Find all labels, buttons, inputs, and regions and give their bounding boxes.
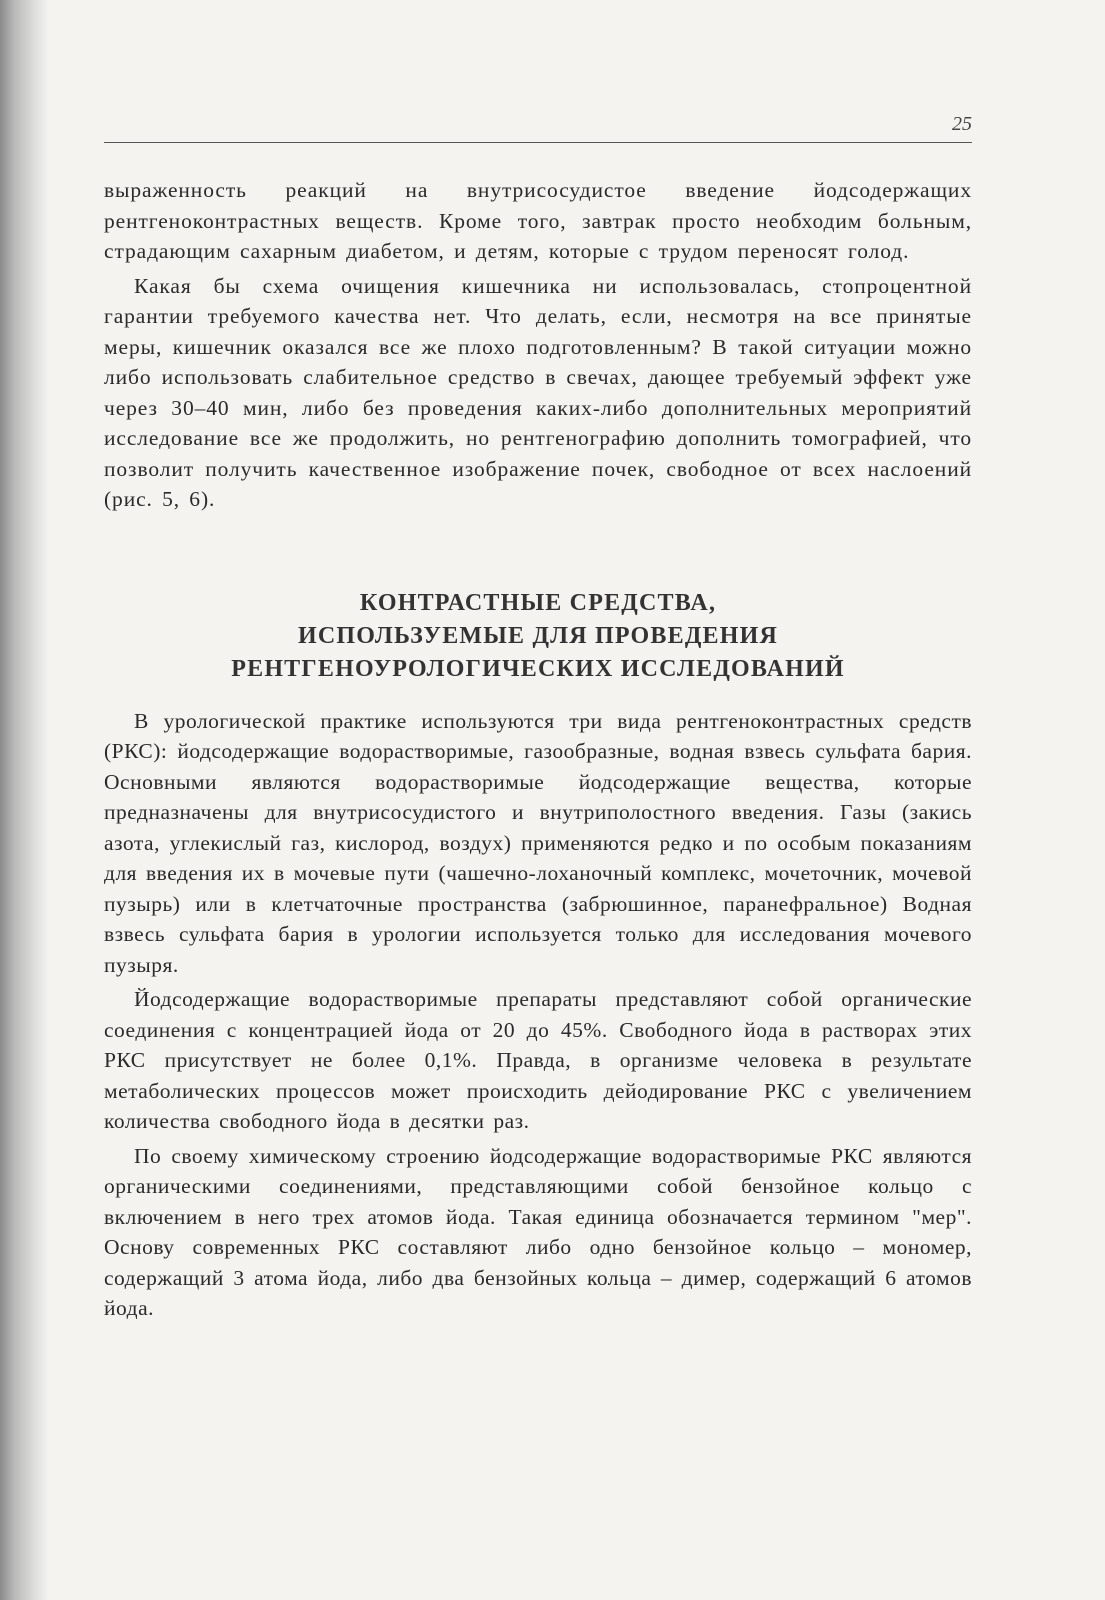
section-heading-line: КОНТРАСТНЫЕ СРЕДСТВА,	[359, 589, 717, 616]
paragraph: По своему химическому строению йодсодержащие водорастворимые РКС являются органическими соединениями, представляющими собой бензойное кольцо с включением в него трех атомов йода. Такая единица обозначается термином "мер". Основу современных РКС составляют либо одно бензойное кольцо – мономер, содержащий 3 атома йода, либо два бензойных кольца – димер, содержащий 6 атомов йода.	[104, 1143, 972, 1320]
paragraph: В урологической практике используются три вида рентгеноконтрастных средств (РКС): йодсодержащие водорастворимые, газообразные, водная взвесь сульфата бария. Основными являются водорастворимые йодсодержащие вещества, которые предназначены для внутрисосудистого и внутриполостного введения. Газы (закись азота, углекислый газ, кислород, воздух) применяются редко и по особым показаниям для введения их в мочевые пути (чашечно-лоханочный комплекс, мочеточник, мочевой пузырь) или в клетчаточные пространства (забрюшинное, паранефральное) Водная взвесь сульфата бария в урологии используется только для исследования мочевого пузыря.	[104, 708, 972, 977]
section-heading-line: РЕНТГЕНОУРОЛОГИЧЕСКИХ ИССЛЕДОВАНИЙ	[231, 655, 845, 682]
paragraph-continued: выраженность реакций на внутрисосудистое введение йодсодержащих рентгеноконтрастных веществ. Кроме того, завтрак просто необходим больным, страдающим сахарным диабетом, и детям, которые с трудом переносят голод.	[104, 178, 972, 263]
paragraph: Какая бы схема очищения кишечника ни использовалась, стопроцентной гарантии требуемого качества нет. Что делать, если, несмотря на все принятые меры, кишечник оказался все же плохо подготовленным? В такой ситуации можно либо использовать слабительное средство в свечах, дающее требуемый эффект уже через 30–40 мин, либо без проведения каких-либо дополнительных мероприятий исследование все же продолжить, но рентгенографию дополнить томографией, что позволит получить качественное изображение почек, свободное от всех наслоений (рис. 5, 6).	[104, 273, 972, 511]
section-heading-line: ИСПОЛЬЗУЕМЫЕ ДЛЯ ПРОВЕДЕНИЯ	[297, 622, 779, 649]
intro-text	[104, 175, 972, 515]
running-head	[104, 108, 972, 143]
page-number: 25	[952, 113, 972, 135]
paragraph: Йодсодержащие водорастворимые препараты представляют собой органические соединения с концентрацией йода от 20 до 45%. Свободного йода в растворах этих РКС присутствует не более 0,1%. Правда, в организме человека в результате метаболических процессов может происходить дейодирование РКС с увеличением количества свободного йода в десятки раз.	[104, 987, 972, 1133]
section-text	[104, 706, 972, 1324]
section-heading	[104, 587, 972, 686]
book-spine-shadow	[0, 0, 48, 1600]
book-page	[104, 108, 972, 1324]
